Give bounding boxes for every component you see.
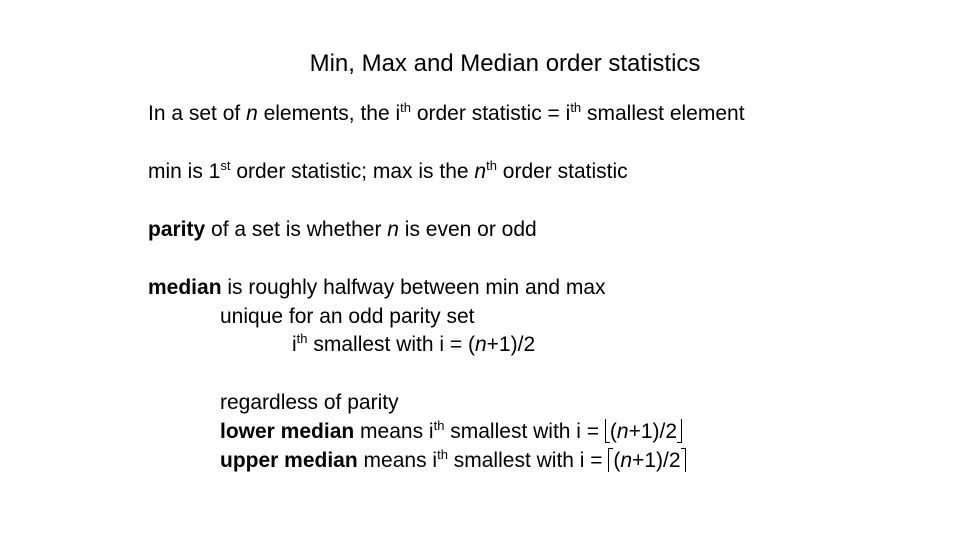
ceiling-bracket: (n+1)/2 (608, 446, 685, 475)
median-definition: median is roughly halfway between min and max (148, 276, 606, 299)
floor-bracket: (n+1)/2 (605, 417, 682, 446)
slide-title: Min, Max and Median order statistics (309, 50, 701, 77)
median-unique-note: unique for an odd parity set (220, 305, 475, 328)
lower-median-definition: lower median means $i^{th}$ smallest with i = (n+1)/2 (220, 417, 682, 446)
upper-median-definition: upper median means $i^{th}$ smallest with i = (n+1)/2 (220, 446, 686, 475)
regardless-of-parity: regardless of parity (220, 391, 399, 414)
parity-definition: parity of a set is whether n is even or odd (148, 218, 537, 241)
median-formula: $i^{th}$ smallest with i = (n+1)/2 (292, 331, 536, 356)
definition-ith-order-statistic: In a set of n elements, the $i^{th}$ order statistic = $i^{th}$ smallest element (148, 100, 745, 125)
min-max-definition: min is 1st order statistic; max is the $n^{th}$ order statistic (148, 158, 628, 183)
